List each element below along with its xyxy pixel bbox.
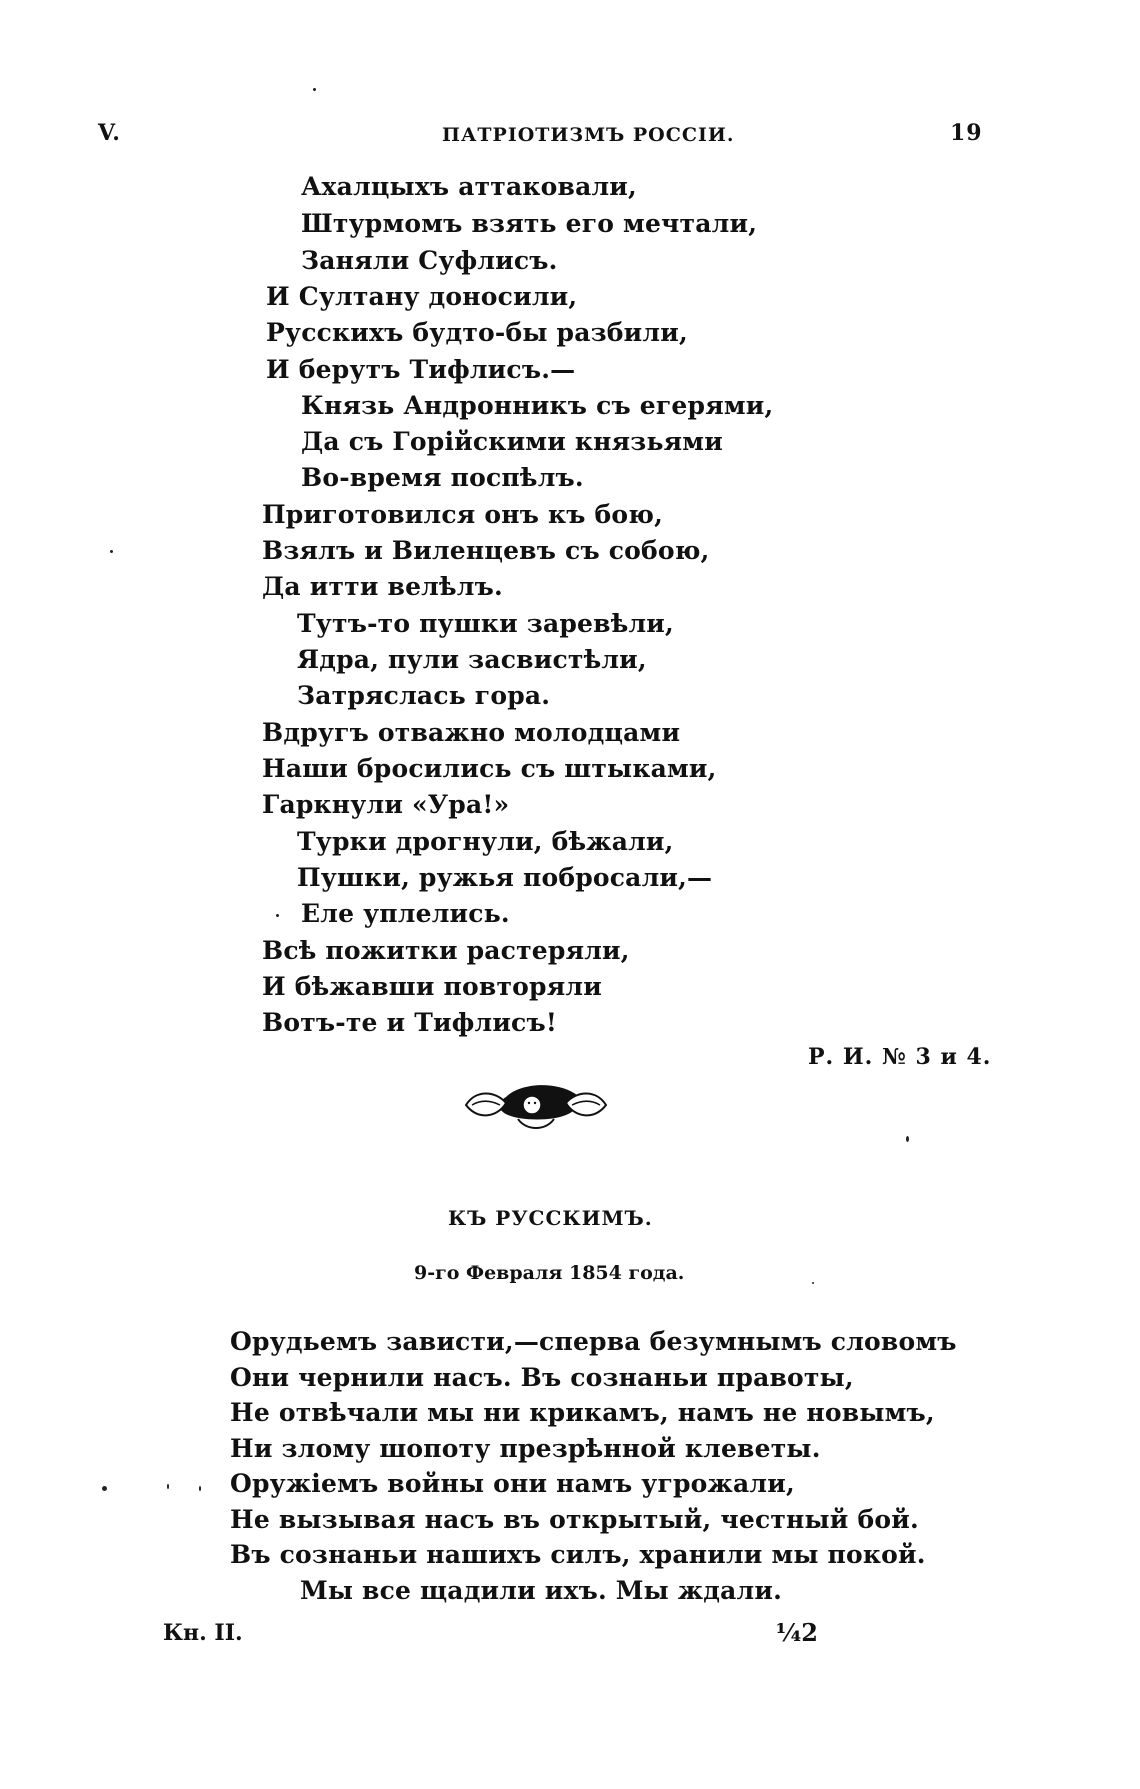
poem-1-line: И бѣжавши повторяли [262,972,602,1001]
poem-1-line: Турки дрогнули, бѣжали, [297,827,674,856]
poem-1-line: Во-время поспѣлъ. [301,463,584,492]
poem-1-line: Да съ Горійскими князьями [301,427,723,456]
header-section-mark: V. [98,120,121,146]
poem-1-line: Гаркнули «Ура!» [262,790,510,819]
print-speck [199,1486,201,1491]
poem-1-line: Приготовился онъ къ бою, [262,500,664,529]
poem-2-title: КЪ РУССКИМЪ. [448,1206,653,1230]
poem-2-date: 9-го Февраля 1854 года. [414,1262,685,1284]
poem-1-line: Еле уплелись. [301,899,510,928]
print-speck [313,88,316,91]
poem-1-line: Затряслась гора. [297,681,551,710]
signature-mark: Кн. II. [163,1620,243,1646]
page-number: 19 [950,120,983,146]
poem-1-line: Ахалцыхъ аттаковали, [301,172,637,201]
poem-1-line: Наши бросились съ штыками, [262,754,717,783]
poem-1-line: Заняли Суфлисъ. [301,246,558,275]
print-speck [110,550,113,553]
poem-2-line: Въ сознаньи нашихъ силъ, хранили мы покой. [230,1540,926,1569]
poem-2-line: Они чернили насъ. Въ сознаньи правоты, [230,1363,854,1392]
poem-1-line: Тутъ-то пушки заревѣли, [297,609,674,638]
source-citation: Р. И. № 3 и 4. [808,1044,992,1070]
poem-2-line: Мы все щадили ихъ. Мы ждали. [300,1576,783,1605]
print-speck [167,1484,169,1489]
poem-2-line: Не вызывая насъ въ открытый, честный бой. [230,1505,919,1534]
poem-2-line: Орудьемъ зависти,—сперва безумнымъ словомъ [230,1327,957,1356]
running-title: ПАТРІОТИЗМЪ РОССІИ. [442,124,735,146]
print-speck [906,1136,909,1142]
poem-1-line: Штурмомъ взять его мечтали, [301,209,758,238]
poem-1-line: И Султану доносили, [266,282,578,311]
poem-2-line: Оружіемъ войны они намъ угрожали, [230,1469,795,1498]
poem-1-line: Русскихъ будто-бы разбили, [266,318,688,347]
print-speck [812,1282,814,1284]
poem-1-line: Ядра, пули засвистѣли, [297,645,647,674]
poem-1-line: Князь Андронникъ съ егерями, [301,391,774,420]
cherub-ornament [462,1075,610,1143]
poem-1-line: И берутъ Тифлисъ.— [266,355,576,384]
poem-2-line: Не отвѣчали мы ни крикамъ, намъ не новымъ, [230,1398,935,1427]
poem-1-line: Вотъ-те и Тифлисъ! [262,1008,558,1037]
print-speck [276,914,279,917]
poem-2-line: Ни злому шопоту презрѣнной клеветы. [230,1434,821,1463]
poem-1-line: Взялъ и Виленцевъ съ собою, [262,536,710,565]
sheet-number: ⅟₄2 [776,1618,818,1647]
poem-1-line: Пушки, ружья побросали,— [297,863,713,892]
print-speck [102,1486,107,1491]
poem-1-line: Да итти велѣлъ. [262,572,503,601]
poem-1-line: Всѣ пожитки растеряли, [262,936,630,965]
poem-1-line: Вдругъ отважно молодцами [262,718,681,747]
